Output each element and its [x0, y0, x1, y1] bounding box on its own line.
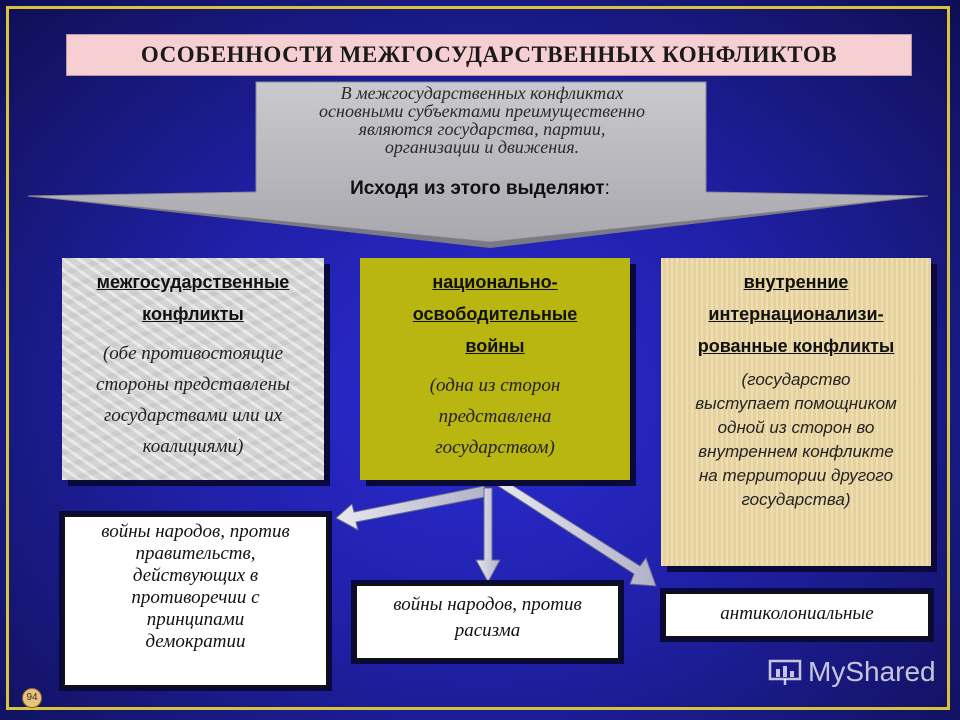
heading-line: интернационализи-	[708, 304, 884, 324]
heading-line: внутренние	[743, 272, 849, 292]
note-line: государствами или их	[103, 405, 283, 426]
banner-line: организации и движения.	[384, 137, 580, 157]
note-line: стороны представлены	[96, 374, 290, 395]
category-internationalized-conflicts	[661, 258, 931, 566]
watermark-text: MyShared	[808, 656, 936, 687]
category-note	[370, 370, 620, 463]
slide-title: ОСОБЕННОСТИ МЕЖГОСУДАРСТВЕННЫХ КОНФЛИКТОВ	[66, 34, 912, 76]
category-liberation-wars	[360, 258, 630, 480]
subtype-line: расизма	[454, 620, 521, 641]
subtype-line: принципами	[146, 609, 245, 630]
category-heading	[72, 266, 314, 330]
note-line: внутреннем конфликте	[698, 442, 894, 461]
heading-line: войны	[465, 336, 525, 356]
banner-line: В межгосударственных конфликтах	[340, 83, 624, 103]
category-heading	[370, 266, 620, 362]
subtype-line: демократии	[145, 631, 246, 652]
note-line: (обе противостоящие	[102, 343, 284, 364]
note-line: (одна из сторон	[429, 375, 561, 396]
banner-lead	[250, 178, 710, 200]
banner-line: являются государства, партии,	[358, 119, 606, 139]
arrow-to-right-subtype	[498, 480, 656, 586]
subtype-line: правительств,	[135, 543, 256, 564]
subtype-wars-against-governments	[63, 515, 328, 687]
watermark	[768, 656, 936, 688]
category-heading	[669, 266, 923, 362]
heading-line: межгосударственные	[96, 272, 290, 292]
subtype-line: противоречии с	[131, 587, 260, 608]
heading-line: рованные конфликты	[697, 336, 895, 356]
note-line: на территории другого	[698, 466, 894, 485]
heading-line: национально-	[432, 272, 558, 292]
heading-line: конфликты	[142, 304, 244, 324]
note-line: (государство	[741, 370, 851, 389]
category-interstate-conflicts	[62, 258, 324, 480]
category-note	[72, 338, 314, 462]
subtype-line: войны народов, против	[393, 594, 582, 615]
note-line: выступает помощником	[695, 394, 897, 413]
arrow-to-center-subtype	[476, 488, 500, 582]
heading-line: освободительные	[412, 304, 578, 324]
category-note	[669, 368, 923, 512]
subtype-anticolonial	[664, 592, 930, 638]
arrow-to-left-subtype	[336, 486, 490, 530]
banner-lead-colon: :	[604, 178, 610, 199]
subtype-wars-against-racism	[355, 584, 620, 660]
note-line: представлена	[438, 406, 552, 427]
subtype-line: действующих в	[132, 565, 259, 586]
banner-description	[262, 84, 702, 156]
presentation-icon	[768, 657, 802, 687]
subtype-line: антиколониальные	[720, 603, 874, 624]
note-line: одной из сторон во	[717, 418, 875, 437]
banner-line: основными субъектами преимущественно	[319, 101, 645, 121]
banner-lead-text: Исходя из этого выделяют	[350, 178, 605, 199]
note-line: государства)	[741, 490, 851, 509]
note-line: коалициями)	[142, 436, 244, 457]
subtype-line: войны народов, против	[101, 521, 290, 542]
page-number: 94	[22, 688, 42, 708]
note-line: государством)	[435, 437, 555, 458]
